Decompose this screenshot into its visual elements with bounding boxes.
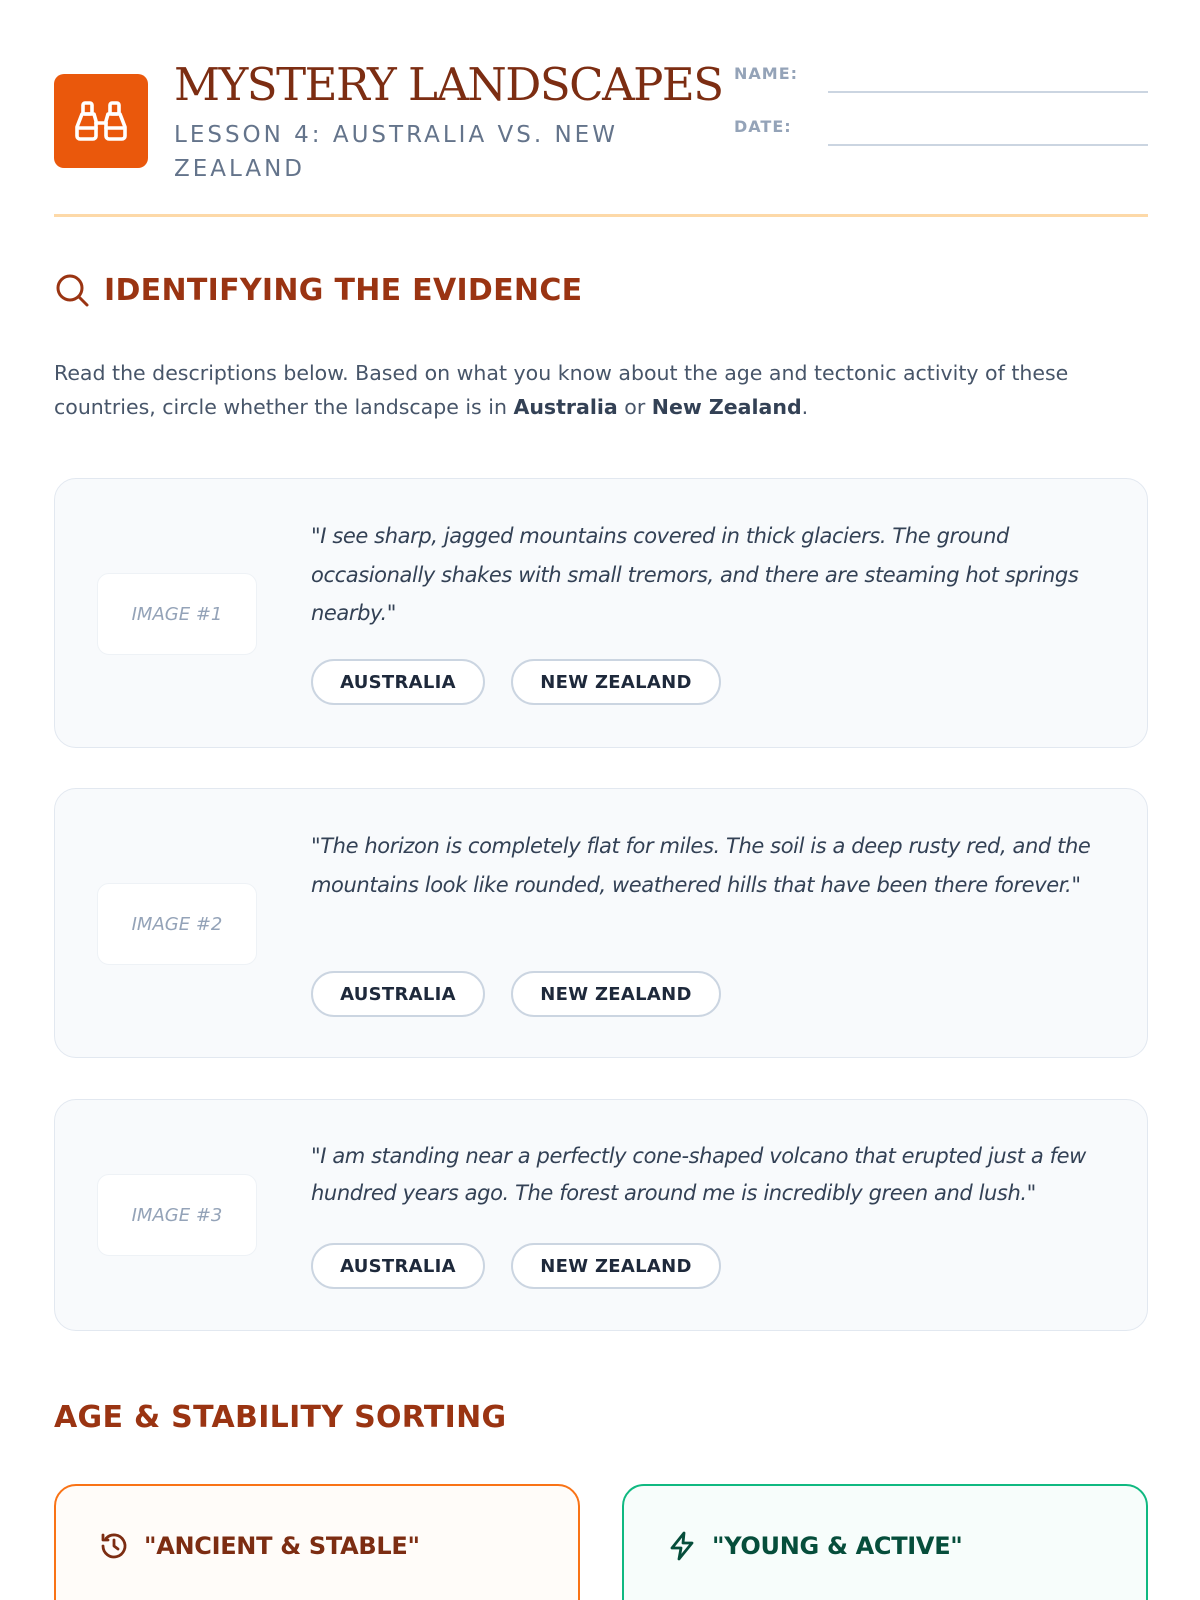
instructions-new-zealand: New Zealand (651, 395, 802, 419)
image-placeholder: IMAGE #3 (97, 1174, 257, 1256)
instructions-or: or (617, 395, 652, 419)
option-australia-button[interactable]: AUSTRALIA (311, 659, 485, 705)
option-new-zealand-button[interactable]: NEW ZEALAND (511, 659, 721, 705)
date-label: DATE: (734, 117, 792, 136)
option-australia-button[interactable]: AUSTRALIA (311, 1243, 485, 1289)
instructions (54, 356, 1148, 424)
card-quote: "I see sharp, jagged mountains covered in thick glaciers. The ground occasionally shakes with small tremors, and there are steaming hot springs nearby." (311, 524, 1079, 625)
evidence-heading (54, 272, 582, 308)
page-title: MYSTERY LANDSCAPES (174, 58, 723, 111)
evidence-heading-text: IDENTIFYING THE EVIDENCE (104, 272, 583, 308)
search-icon (54, 272, 90, 308)
option-new-zealand-button[interactable]: NEW ZEALAND (511, 1243, 721, 1289)
ancient-stable-box (54, 1484, 580, 1600)
date-field[interactable] (828, 144, 1148, 146)
instructions-australia: Australia (513, 395, 618, 419)
option-new-zealand-button[interactable]: NEW ZEALAND (511, 971, 721, 1017)
young-active-box (622, 1484, 1148, 1600)
logo-badge (54, 74, 148, 168)
instructions-text: Read the descriptions below. Based on what you know about the age and tectonic activity of these countries, circle whether the landscape is in (54, 361, 1069, 419)
option-australia-button[interactable]: AUSTRALIA (311, 971, 485, 1017)
young-active-label: "YOUNG & ACTIVE" (712, 1532, 963, 1560)
evidence-card-3 (54, 1099, 1148, 1331)
lightning-icon (666, 1530, 698, 1562)
instructions-end: . (801, 395, 809, 419)
sorting-heading-text: AGE & STABILITY SORTING (54, 1400, 507, 1435)
card-quote: "I am standing near a perfectly cone-shaped volcano that erupted just a few hundred years ago. The forest around me is incredibly green and lush." (311, 1144, 1086, 1205)
ancient-stable-label: "ANCIENT & STABLE" (144, 1532, 420, 1560)
sorting-heading (54, 1400, 506, 1435)
page-subtitle: LESSON 4: AUSTRALIA VS. NEW ZEALAND (174, 122, 618, 182)
card-quote: "The horizon is completely flat for miles. The soil is a deep rusty red, and the mountains look like rounded, weathered hills that have been there forever." (311, 834, 1091, 897)
ancient-stable-title (98, 1530, 420, 1562)
header-divider (54, 214, 1148, 217)
evidence-card-2 (54, 788, 1148, 1058)
binoculars-icon (75, 99, 127, 143)
evidence-card-1 (54, 478, 1148, 748)
image-placeholder: IMAGE #2 (97, 883, 257, 965)
name-label: NAME: (734, 64, 799, 83)
young-active-title (666, 1530, 963, 1562)
image-placeholder: IMAGE #1 (97, 573, 257, 655)
history-icon (98, 1530, 130, 1562)
name-field[interactable] (828, 91, 1148, 93)
